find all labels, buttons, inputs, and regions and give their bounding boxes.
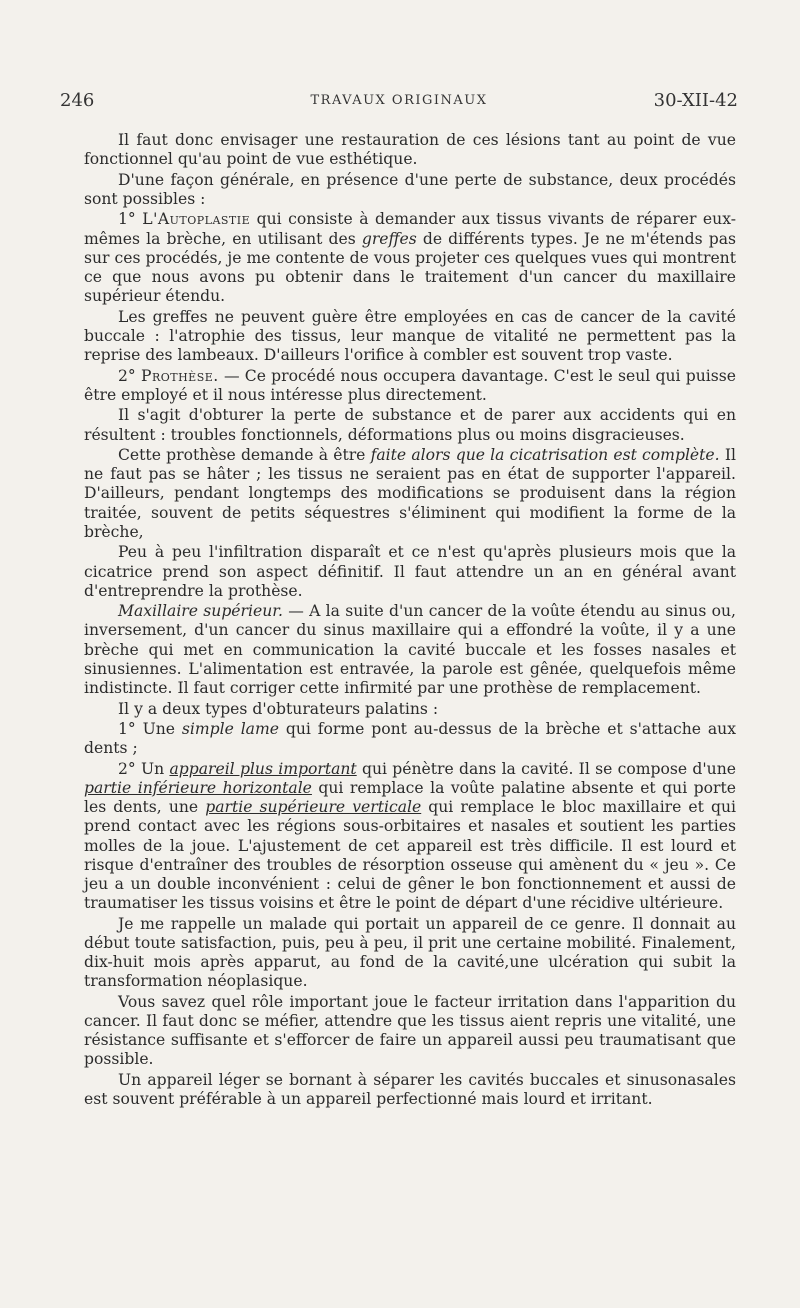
text-run: Il y a deux types d'obturateurs palatins : — [118, 699, 439, 718]
article-body — [84, 131, 736, 1111]
text-run: greffes — [361, 229, 417, 248]
text-run: 1° — [118, 210, 143, 229]
paragraph-12 — [84, 760, 736, 914]
text-run: 1° Une — [118, 720, 182, 739]
paragraph-11 — [84, 720, 736, 758]
text-run: de différents types. Je ne m'étends pas sur ces procédés, je me contente de vous projeter ces quelques vues qui montrent ce que nous avons pu obtenir dans le traitement d'un cancer du maxillaire supérieur étendu. — [84, 229, 736, 306]
text-run: appareil plus important — [169, 759, 357, 778]
page-header — [60, 90, 738, 114]
paragraph-2 — [84, 171, 736, 209]
running-title: TRAVAUX ORIGINAUX — [310, 93, 488, 108]
text-run: Un appareil léger se bornant à séparer les cavités buccales et sinusonasales est souvent préférable à un appareil perfectionné mais lourd et irritant. — [84, 1070, 736, 1109]
page-number: 246 — [60, 90, 95, 111]
paragraph-15 — [84, 1071, 736, 1109]
text-run: Il faut donc envisager une restauration de ces lésions tant au point de vue fonctionnel qu'au point de vue esthétique. — [84, 131, 736, 169]
text-run: Prothèse. — [140, 366, 219, 385]
text-run: Cette prothèse demande à être — [118, 446, 371, 465]
paragraph-9 — [84, 602, 736, 698]
text-run: Vous savez quel rôle important joue le facteur irritation dans l'apparition du cancer. Il faut donc se méfier, attendre que les tissus aient repris une vitalité, une résistance suffisante et s'efforcer de faire un appareil aussi peu traumatisant que possible. — [84, 992, 736, 1069]
text-run: 2° Un — [118, 759, 170, 778]
text-run: qui pénètre dans la cavité. Il se compose d'une — [356, 759, 736, 778]
text-run: Il ne faut pas se hâter ; les tissus ne seraient pas en état de supporter l'appareil. D'ailleurs, pendant longtemps des modifications se produisent dans la région traitée, souvent de petits séquestres s'éliminent qui modifient la forme de la brèche, — [84, 446, 736, 541]
paragraph-5 — [84, 367, 736, 405]
text-run: partie inférieure horizontale — [84, 778, 312, 797]
paragraph-10 — [84, 700, 736, 719]
text-run: — A la suite d'un cancer de la voûte étendu au sinus ou, inversement, d'un cancer du sinus maxillaire qui a effondré la voûte, il y a une brèche qui met en communication la cavité buccale et les fosses nasales et sinusiennes. L'alimentation est entravée, la parole est gênée, quelquefois même indistincte. Il faut corriger cette infirmité par une prothèse de remplacement. — [84, 602, 737, 698]
paragraph-14 — [84, 993, 736, 1070]
text-run: Les greffes ne peuvent guère être employées en cas de cancer de la cavité buccale : l'atrophie des tissus, leur manque de vitalité ne permettent pas la reprise des lambeaux. D'ailleurs l'orifice à combler est souvent trop vaste. — [84, 307, 736, 365]
text-run: — Ce procédé nous occupera davantage. C'est le seul qui puisse être employé et il nous intéresse plus directement. — [84, 366, 736, 404]
text-run: qui remplace la voûte palatine absente et qui porte les dents, une — [84, 778, 736, 817]
paragraph-8 — [84, 543, 736, 601]
text-run: Il s'agit d'obturer la perte de substance et de parer aux accidents qui en résultent : troubles fonctionnels, déformations plus ou moins disgracieuses. — [84, 406, 736, 444]
text-run: simple lame — [181, 720, 279, 739]
paragraph-6 — [84, 406, 736, 444]
paragraph-13 — [84, 915, 736, 992]
text-run: qui remplace le bloc maxillaire et qui prend contact avec les régions sous-orbitaires et nasales et soutient les parties molles de la joue. L'ajustement de cet appareil est très difficile. Il est lourd et risque d'entraîner des troubles de résorption osseuse qui amènent du « jeu ». Ce jeu a un double inconvénient : celui de gêner le bon fonctionnement et aussi de traumatiser les tissus voisins et être le point de départ d'une récidive ultérieure. — [84, 798, 737, 913]
paragraph-7 — [84, 446, 736, 542]
text-run: D'une façon générale, en présence d'une perte de substance, deux procédés sont possibles : — [84, 170, 736, 208]
text-run: Maxillaire supérieur. — [118, 602, 283, 621]
text-run: faite alors que la cicatrisation est complète. — [370, 446, 720, 465]
text-run: L'Autoplastie — [142, 210, 251, 229]
text-run: qui consiste à demander aux tissus vivants de réparer eux-mêmes la brèche, en utilisant des — [84, 210, 736, 248]
text-run: qui forme pont au-dessus de la brèche et s'attache aux dents ; — [84, 720, 736, 758]
text-run: 2° — [118, 366, 141, 385]
paragraph-4 — [84, 308, 736, 366]
text-run: partie supérieure verticale — [205, 798, 422, 817]
text-run: Peu à peu l'infiltration disparaît et ce n'est qu'après plusieurs mois que la cicatrice prend son aspect définitif. Il faut attendre un an en général avant d'entreprendre la prothèse. — [84, 543, 736, 600]
paragraph-1 — [84, 131, 736, 169]
paragraph-3 — [84, 210, 736, 306]
text-run: Je me rappelle un malade qui portait un appareil de ce genre. Il donnait au début toute satisfaction, puis, peu à peu, il prit une certaine mobilité. Finalement, dix-huit mois après apparut, au fond de la cavité,une ulcération qui subit la transformation néoplasique. — [84, 914, 736, 991]
issue-date: 30-XII-42 — [653, 90, 738, 111]
